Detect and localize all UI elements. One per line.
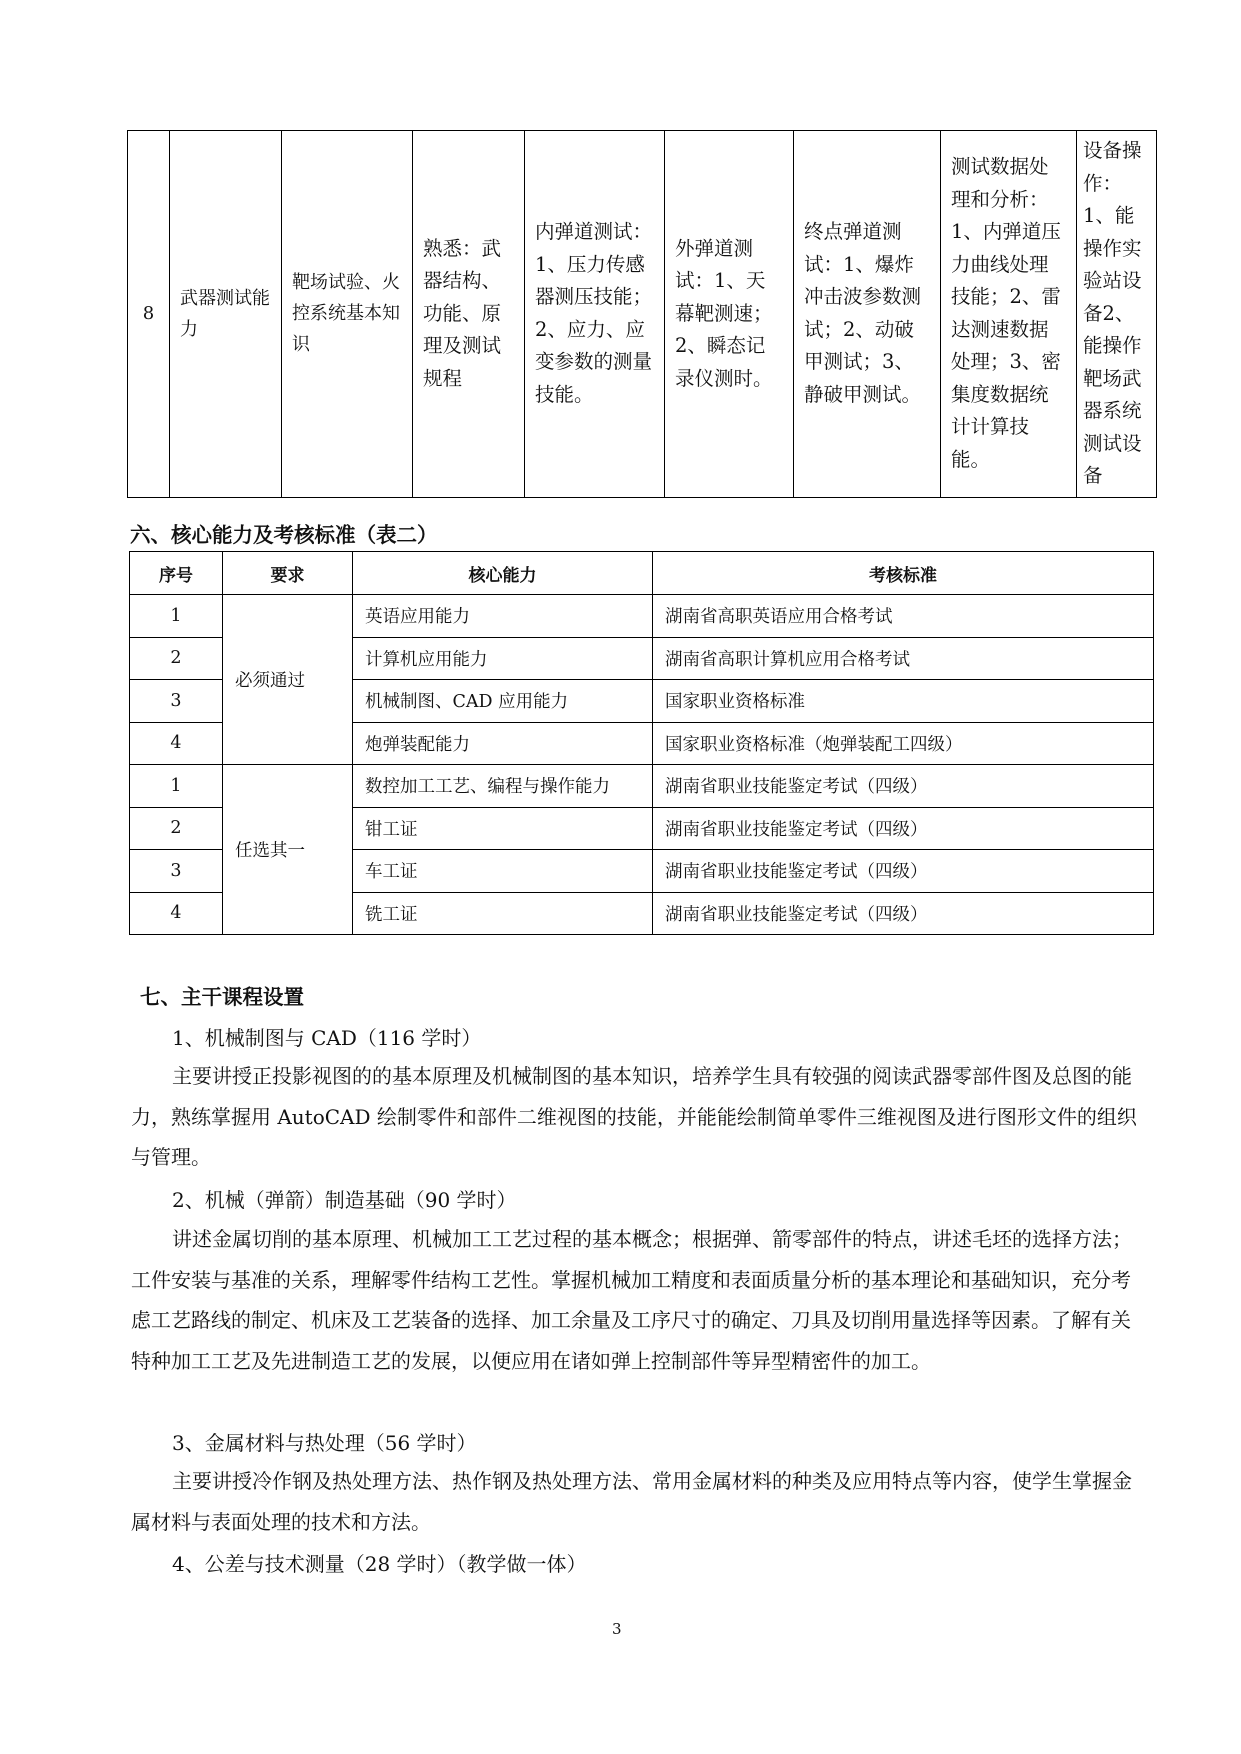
data-processing-cell: 测试数据处理和分析：1、内弹道压力曲线处理技能；2、雷达测速数据处理；3、密集度数据统计计算技能。	[941, 131, 1077, 498]
course-3-body: 主要讲授冷作钢及热处理方法、热作钢及热处理方法、常用金属材料的种类及应用特点等内容，使学生掌握金属材料与表面处理的技术和方法。	[131, 1469, 1132, 1534]
header-num: 序号	[130, 552, 223, 595]
table-header-row	[130, 552, 1154, 595]
row-ability: 车工证	[353, 850, 653, 893]
row-ability: 机械制图、CAD 应用能力	[353, 680, 653, 723]
row-standard: 湖南省高职计算机应用合格考试	[653, 637, 1154, 680]
row-num: 1	[130, 595, 223, 638]
header-ability: 核心能力	[353, 552, 653, 595]
row-standard: 湖南省职业技能鉴定考试（四级）	[653, 892, 1154, 935]
header-standard: 考核标准	[653, 552, 1154, 595]
section-7-title: 七、主干课程设置	[140, 985, 304, 1009]
course-2-body: 讲述金属切削的基本原理、机械加工工艺过程的基本概念；根据弹、箭零部件的特点，讲述毛坯的选择方法；工件安装与基准的关系，理解零件结构工艺性。掌握机械加工精度和表面质量分析的基本理论和基础知识，充分考虑工艺路线的制定、机床及工艺装备的选择、加工余量及工序尺寸的确定、刀具及切削用量选择等因素。了解有关特种加工工艺及先进制造工艺的发展，以便应用在诸如弹上控制部件等异型精密件的加工。	[131, 1227, 1132, 1373]
ability-cell: 武器测试能力	[170, 131, 282, 498]
section-6-title: 六、核心能力及考核标准（表二）	[130, 523, 438, 547]
page-number: 3	[612, 1620, 622, 1638]
course-2-title: 2、机械（弹箭）制造基础（90 学时）	[172, 1188, 517, 1212]
table-row	[128, 131, 1157, 498]
row-standard: 湖南省职业技能鉴定考试（四级）	[653, 807, 1154, 850]
row-standard: 湖南省高职英语应用合格考试	[653, 595, 1154, 638]
ability-table-continued	[127, 130, 1157, 498]
row-num: 2	[130, 637, 223, 680]
row-ability: 英语应用能力	[353, 595, 653, 638]
row-num: 4	[130, 892, 223, 935]
header-req: 要求	[223, 552, 353, 595]
familiar-cell: 熟悉：武器结构、功能、原理及测试规程	[413, 131, 525, 498]
row-ability: 钳工证	[353, 807, 653, 850]
row-num: 3	[130, 680, 223, 723]
row-ability: 铣工证	[353, 892, 653, 935]
requirement-choose-one: 任选其一	[223, 765, 353, 935]
row-num: 1	[130, 765, 223, 808]
row-ability: 数控加工工艺、编程与操作能力	[353, 765, 653, 808]
row-number: 8	[128, 131, 170, 498]
row-num: 4	[130, 722, 223, 765]
equipment-cell: 设备操作：1、能操作实验站设备2、能操作靶场武器系统测试设备	[1077, 131, 1157, 498]
internal-ballistics-cell: 内弹道测试：1、压力传感器测压技能；2、应力、应变参数的测量技能。	[525, 131, 665, 498]
row-num: 3	[130, 850, 223, 893]
row-ability: 炮弹装配能力	[353, 722, 653, 765]
external-ballistics-cell: 外弹道测试：1、天幕靶测速；2、瞬态记录仪测时。	[665, 131, 794, 498]
course-4-title: 4、公差与技术测量（28 学时）（教学做一体）	[172, 1552, 587, 1576]
course-1-title: 1、机械制图与 CAD（116 学时）	[172, 1026, 482, 1050]
row-standard: 湖南省职业技能鉴定考试（四级）	[653, 765, 1154, 808]
row-standard: 湖南省职业技能鉴定考试（四级）	[653, 850, 1154, 893]
row-num: 2	[130, 807, 223, 850]
row-ability: 计算机应用能力	[353, 637, 653, 680]
terminal-ballistics-cell: 终点弹道测试：1、爆炸冲击波参数测试；2、动破甲测试；3、静破甲测试。	[794, 131, 941, 498]
knowledge-cell: 靶场试验、火控系统基本知识	[282, 131, 413, 498]
course-3-title: 3、金属材料与热处理（56 学时）	[172, 1431, 477, 1455]
requirement-must-pass: 必须通过	[223, 595, 353, 765]
row-standard: 国家职业资格标准（炮弹装配工四级）	[653, 722, 1154, 765]
row-standard: 国家职业资格标准	[653, 680, 1154, 723]
core-ability-table	[129, 551, 1154, 935]
course-1-body: 主要讲授正投影视图的的基本原理及机械制图的基本知识，培养学生具有较强的阅读武器零部件图及总图的能力，熟练掌握用 AutoCAD 绘制零件和部件二维视图的技能，并能能绘制简单零件三维视图及进行图形文件的组织与管理。	[131, 1064, 1137, 1169]
table-row	[130, 765, 1154, 808]
table-row	[130, 595, 1154, 638]
